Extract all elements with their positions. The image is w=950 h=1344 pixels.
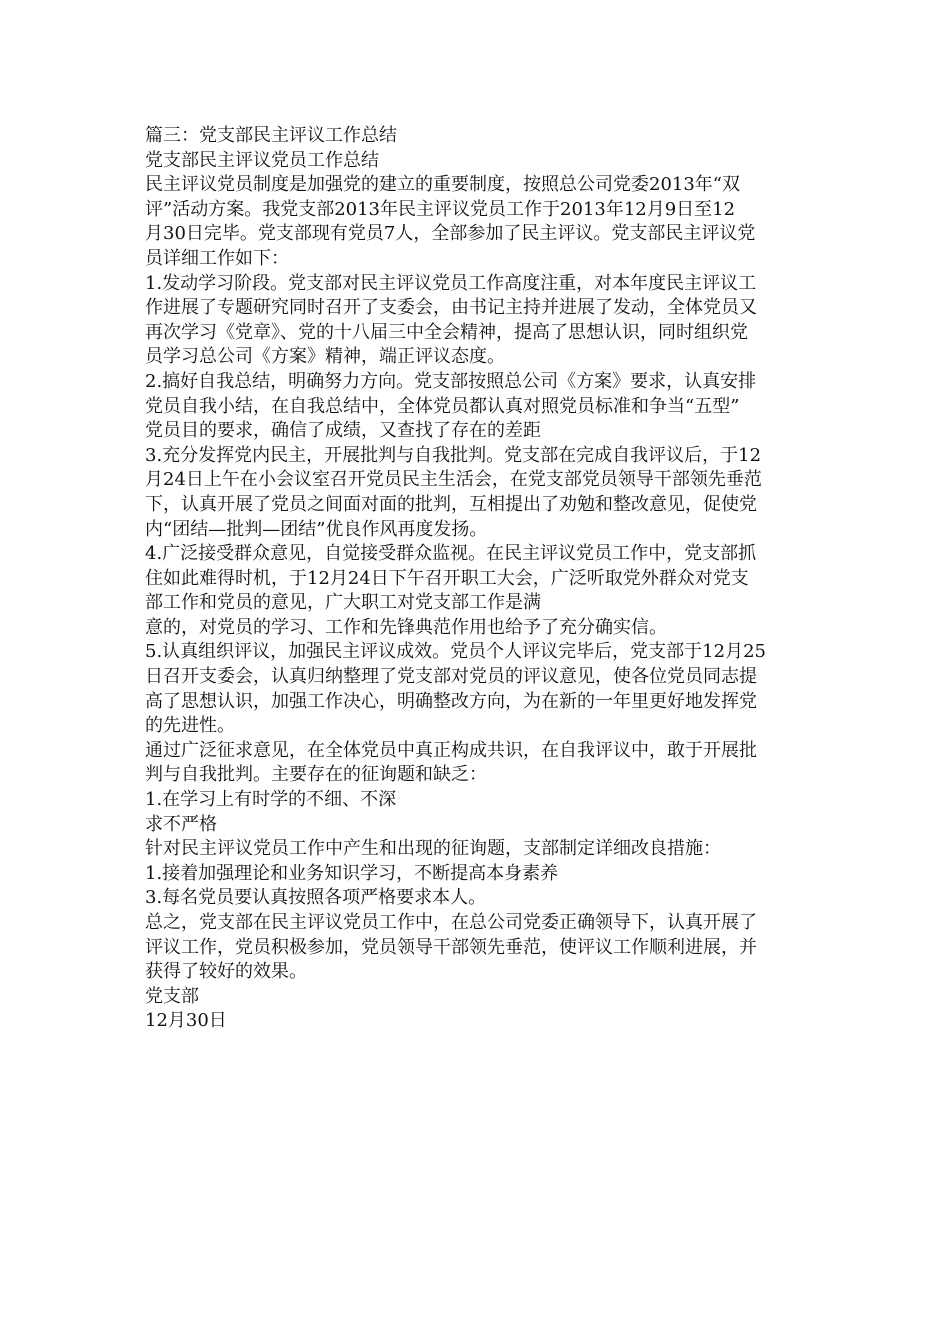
text-line: 党员目的要求，确信了成绩，又查找了存在的差距 — [145, 420, 541, 442]
text-line: 求不严格 — [145, 813, 217, 835]
document-body — [145, 124, 815, 1034]
text-line: 民主评议党员制度是加强党的建立的重要制度，按照总公司党委2013年“双 — [145, 174, 741, 196]
text-line: 的先进性。 — [145, 715, 235, 737]
text-line: 日召开支委会，认真归纳整理了党支部对党员的评议意见，使各位党员同志提 — [145, 666, 757, 688]
signature-org: 党支部 — [145, 985, 199, 1007]
text-line: 月30日完毕。党支部现有党员7人，全部参加了民主评议。党支部民主评议党 — [145, 223, 756, 245]
text-line: 总之，党支部在民主评议党员工作中，在总公司党委正确领导下，认真开展了 — [145, 912, 757, 933]
text-line: 再次学习《党章》、党的十八届三中全会精神，提高了思想认识，同时组织党 — [145, 321, 748, 343]
text-line: 2.搞好自我总结，明确努力方向。党支部按照总公司《方案》要求，认真安排 — [145, 370, 757, 392]
text-line: 员学习总公司《方案》精神，端正评议态度。 — [145, 346, 505, 368]
text-line: 下，认真开展了党员之间面对面的批判，互相提出了劝勉和整改意见，促使党 — [145, 493, 757, 515]
text-line: 评”活动方案。我党支部2013年民主评议党员工作于2013年12月9日至12 — [145, 198, 736, 220]
text-line: 判与自我批判。主要存在的征询题和缺乏： — [145, 764, 487, 786]
text-line: 1.接着加强理论和业务知识学习，不断提高本身素养 — [145, 862, 559, 884]
text-line: 党员自我小结，在自我总结中，全体党员都认真对照党员标准和争当“五型” — [145, 395, 740, 417]
text-line: 评议工作，党员积极参加，党员领导干部领先垂范，使评议工作顺利进展，并 — [145, 936, 757, 958]
section-heading: 篇三：党支部民主评议工作总结 — [145, 125, 397, 146]
text-line: 高了思想认识，加强工作决心，明确整改方向，为在新的一年里更好地发挥党 — [145, 690, 757, 712]
text-line: 针对民主评议党员工作中产生和出现的征询题，支部制定详细改良措施： — [145, 838, 721, 860]
text-line: 月24日上午在小会议室召开党员民主生活会，在党支部党员领导干部领先垂范 — [145, 469, 762, 491]
document-title: 党支部民主评议党员工作总结 — [145, 149, 379, 171]
text-line: 3.每名党员要认真按照各项严格要求本人。 — [145, 887, 487, 909]
text-line: 作进展了专题研究同时召开了支委会，由书记主持并进展了发动，全体党员又 — [145, 297, 757, 319]
text-line: 员详细工作如下： — [145, 247, 289, 269]
text-line: 获得了较好的效果。 — [145, 961, 307, 983]
text-line: 内“团结—批判—团结”优良作风再度发扬。 — [145, 518, 488, 540]
signature-date: 12月30日 — [145, 1010, 227, 1032]
text-line: 4.广泛接受群众意见，自觉接受群众监视。在民主评议党员工作中，党支部抓 — [145, 543, 757, 565]
text-line: 意的，对党员的学习、工作和先锋典范作用也给予了充分确实信。 — [145, 616, 667, 638]
text-line: 1.发动学习阶段。党支部对民主评议党员工作高度注重，对本年度民主评议工 — [145, 272, 757, 294]
text-line: 3.充分发挥党内民主，开展批判与自我批判。党支部在完成自我评议后，于12 — [145, 444, 762, 466]
text-line: 住如此难得时机，于12月24日下午召开职工大会，广泛听取党外群众对党支 — [145, 567, 749, 589]
text-line: 1.在学习上有时学的不细、不深 — [145, 789, 397, 811]
text-line: 5.认真组织评议，加强民主评议成效。党员个人评议完毕后，党支部于12月25 — [145, 641, 766, 663]
text-line: 通过广泛征求意见，在全体党员中真正构成共识，在自我评议中，敢于开展批 — [145, 739, 757, 761]
text-line: 部工作和党员的意见，广大职工对党支部工作是满 — [145, 592, 541, 614]
